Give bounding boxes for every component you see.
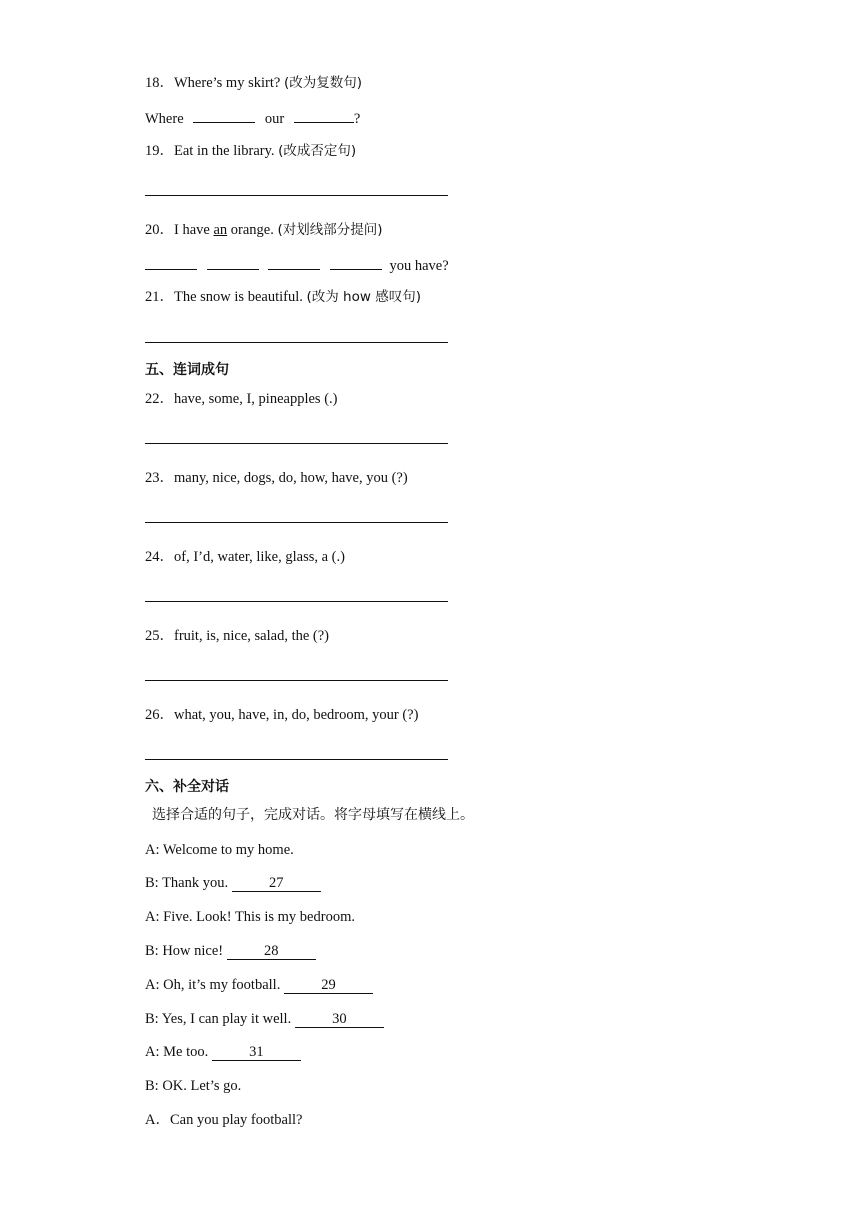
section-6-title: 六、补全对话 xyxy=(145,779,229,795)
answer-line[interactable] xyxy=(145,195,448,196)
question-number: 19． xyxy=(145,143,174,159)
answer-line[interactable] xyxy=(145,680,448,681)
dialog-blank[interactable]: 28 xyxy=(227,943,316,960)
question-24 xyxy=(145,548,345,566)
fill-punct: ? xyxy=(353,111,361,127)
answer-blank[interactable] xyxy=(207,255,259,270)
dialog-blank[interactable]: 27 xyxy=(232,875,321,892)
dialog-text: B: Yes, I can play it well. xyxy=(145,1011,295,1027)
fill-word: our xyxy=(264,111,285,127)
section-6-instruction: 选择合适的句子，完成对话。将字母填写在横线上。 xyxy=(152,807,474,823)
dialog-blank[interactable]: 30 xyxy=(295,1011,384,1028)
question-19 xyxy=(145,142,356,160)
dialog-line xyxy=(145,874,321,892)
question-text: have, some, I, pineapples (.) xyxy=(174,391,338,407)
dialog-blank[interactable]: 31 xyxy=(212,1044,301,1061)
question-hint: (对划线部分提问) xyxy=(277,222,383,238)
answer-line[interactable] xyxy=(145,342,448,343)
question-hint: (改为复数句) xyxy=(283,75,362,91)
answer-line[interactable] xyxy=(145,522,448,523)
option-label: A． xyxy=(145,1112,170,1128)
dialog-text: B: OK. Let’s go. xyxy=(145,1078,242,1094)
dialog-line xyxy=(145,1077,241,1095)
answer-blank[interactable] xyxy=(193,108,255,123)
question-text: I have xyxy=(174,222,214,238)
question-number: 26． xyxy=(145,707,174,723)
answer-blank[interactable] xyxy=(145,255,197,270)
question-18-answer xyxy=(145,108,360,128)
question-26 xyxy=(145,706,418,724)
dialog-line xyxy=(145,976,373,994)
answer-blank[interactable] xyxy=(268,255,320,270)
answer-blank[interactable] xyxy=(330,255,382,270)
question-number: 23． xyxy=(145,470,174,486)
question-number: 18． xyxy=(145,75,174,91)
question-number: 22． xyxy=(145,391,174,407)
section-5-title: 五、连词成句 xyxy=(145,362,229,378)
option-text: Can you play football? xyxy=(169,1112,303,1128)
answer-line[interactable] xyxy=(145,443,448,444)
dialog-text: B: Thank you. xyxy=(145,875,232,891)
question-hint: (改成否定句) xyxy=(278,143,357,159)
answer-blank[interactable] xyxy=(294,108,354,123)
answer-line[interactable] xyxy=(145,601,448,602)
question-text: Eat in the library. xyxy=(174,143,279,159)
question-20 xyxy=(145,221,383,239)
question-text: of, I’d, water, like, glass, a (.) xyxy=(174,549,345,565)
question-18 xyxy=(145,74,362,92)
answer-line[interactable] xyxy=(145,759,448,760)
dialog-text: A: Five. Look! This is my bedroom. xyxy=(145,909,355,925)
question-25 xyxy=(145,627,329,645)
dialog-blank[interactable]: 29 xyxy=(284,977,373,994)
question-number: 25． xyxy=(145,628,174,644)
dialog-line xyxy=(145,1010,384,1028)
dialog-line xyxy=(145,841,294,859)
fill-tail: you have? xyxy=(389,258,449,274)
dialog-line xyxy=(145,908,355,926)
underlined-word: an xyxy=(213,222,228,238)
question-21 xyxy=(145,288,421,306)
question-text: fruit, is, nice, salad, the (?) xyxy=(174,628,330,644)
dialog-line xyxy=(145,1043,301,1061)
dialog-line xyxy=(145,942,316,960)
question-20-answer xyxy=(145,255,449,275)
question-22 xyxy=(145,390,337,408)
question-number: 24． xyxy=(145,549,174,565)
question-23 xyxy=(145,469,408,487)
question-number: 20． xyxy=(145,222,174,238)
question-text: The snow is beautiful. xyxy=(174,289,307,305)
option-a xyxy=(145,1111,302,1129)
question-text: what, you, have, in, do, bedroom, your (?) xyxy=(174,707,419,723)
question-hint: (改为 how 感叹句) xyxy=(306,289,421,305)
dialog-text: A: Me too. xyxy=(145,1044,212,1060)
dialog-text: A: Oh, it’s my football. xyxy=(145,977,284,993)
fill-word: Where xyxy=(145,111,184,127)
question-text: Where’s my skirt? xyxy=(174,75,284,91)
dialog-text: B: How nice! xyxy=(145,943,227,959)
question-text: orange. xyxy=(227,222,278,238)
dialog-text: A: Welcome to my home. xyxy=(145,842,294,858)
question-text: many, nice, dogs, do, how, have, you (?) xyxy=(174,470,408,486)
question-number: 21． xyxy=(145,289,174,305)
